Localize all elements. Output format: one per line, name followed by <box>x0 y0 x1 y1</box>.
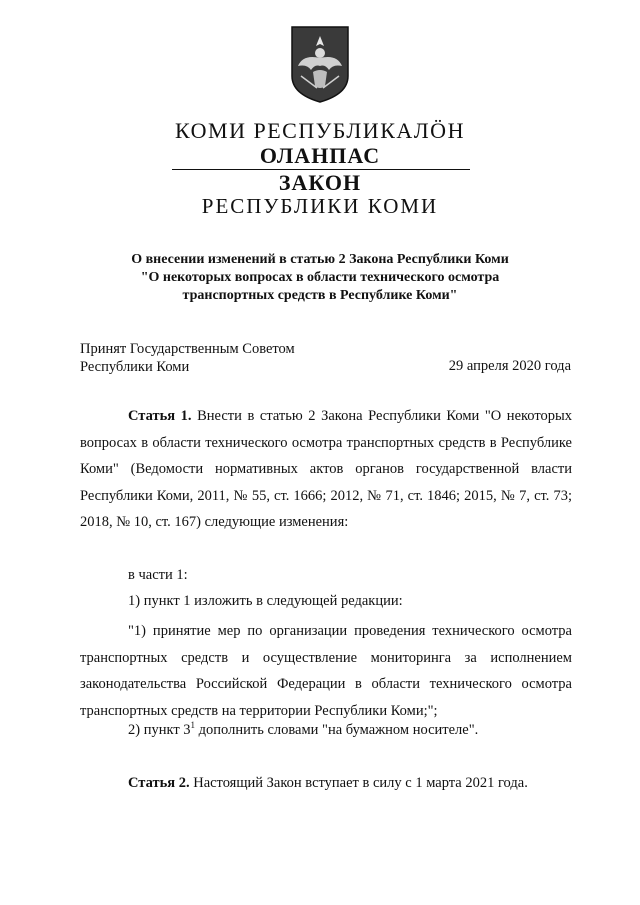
header-law: ЗАКОН <box>278 170 362 195</box>
title-line-3: транспортных средств в Республике Коми" <box>182 288 458 303</box>
article-2-text: Настоящий Закон вступает в силу с 1 марта 2021 года. <box>189 775 528 791</box>
komi-coat-of-arms-icon <box>289 24 351 104</box>
item-2-superscript: 1 <box>190 720 196 731</box>
header-law-komi-lang: ОЛАНПАС <box>259 143 381 168</box>
item-2-suffix: дополнить словами "на бумажном носителе". <box>195 722 479 738</box>
document-title <box>60 251 580 305</box>
header-republic: РЕСПУБЛИКИ КОМИ <box>201 194 439 218</box>
article-1-text: Внести в статью 2 Закона Республики Коми "О некоторых вопросах в области технического осмотра транспортных средств в Республике Коми" (Ведомости нормативных актов органов государственной власти Республики Коми, 2011, № 55, ст. 1666; 2012, № 71, ст. 1846; 2015, № 7, ст. 73; 2018, № 10, ст. 167) следующие изменения: <box>80 408 573 530</box>
article-2-label: Статья 2. <box>128 775 190 791</box>
adoption-line-2: Республики Коми <box>80 359 190 375</box>
article-1-paragraph <box>80 403 572 536</box>
item-2-prefix: 2) пункт 3 <box>128 722 191 738</box>
adoption-line-1: Принят Государственным Советом <box>80 341 295 357</box>
title-line-2: "О некоторых вопросах в области технического осмотра <box>140 270 500 285</box>
article-1-part: в части 1: <box>128 567 188 583</box>
article-2-paragraph <box>128 775 528 792</box>
article-1-item-2 <box>128 722 478 739</box>
adoption-date: 29 апреля 2020 года <box>448 358 571 374</box>
adoption-info <box>80 340 295 376</box>
title-line-1: О внесении изменений в статью 2 Закона Республики Коми <box>131 252 509 267</box>
article-1-label: Статья 1. <box>128 408 192 424</box>
article-1-item-1: 1) пункт 1 изложить в следующей редакции: <box>128 593 403 609</box>
article-1-quote: "1) принятие мер по организации проведения технического осмотра транспортных средств и осуществление мониторинга за исполнением законодательства Российской Федерации в области технического осмотра транспортных средств на территории Республики Коми;"; <box>80 623 572 719</box>
header-republic-komi-lang: КОМИ РЕСПУБЛИКАЛӦН <box>175 118 465 143</box>
